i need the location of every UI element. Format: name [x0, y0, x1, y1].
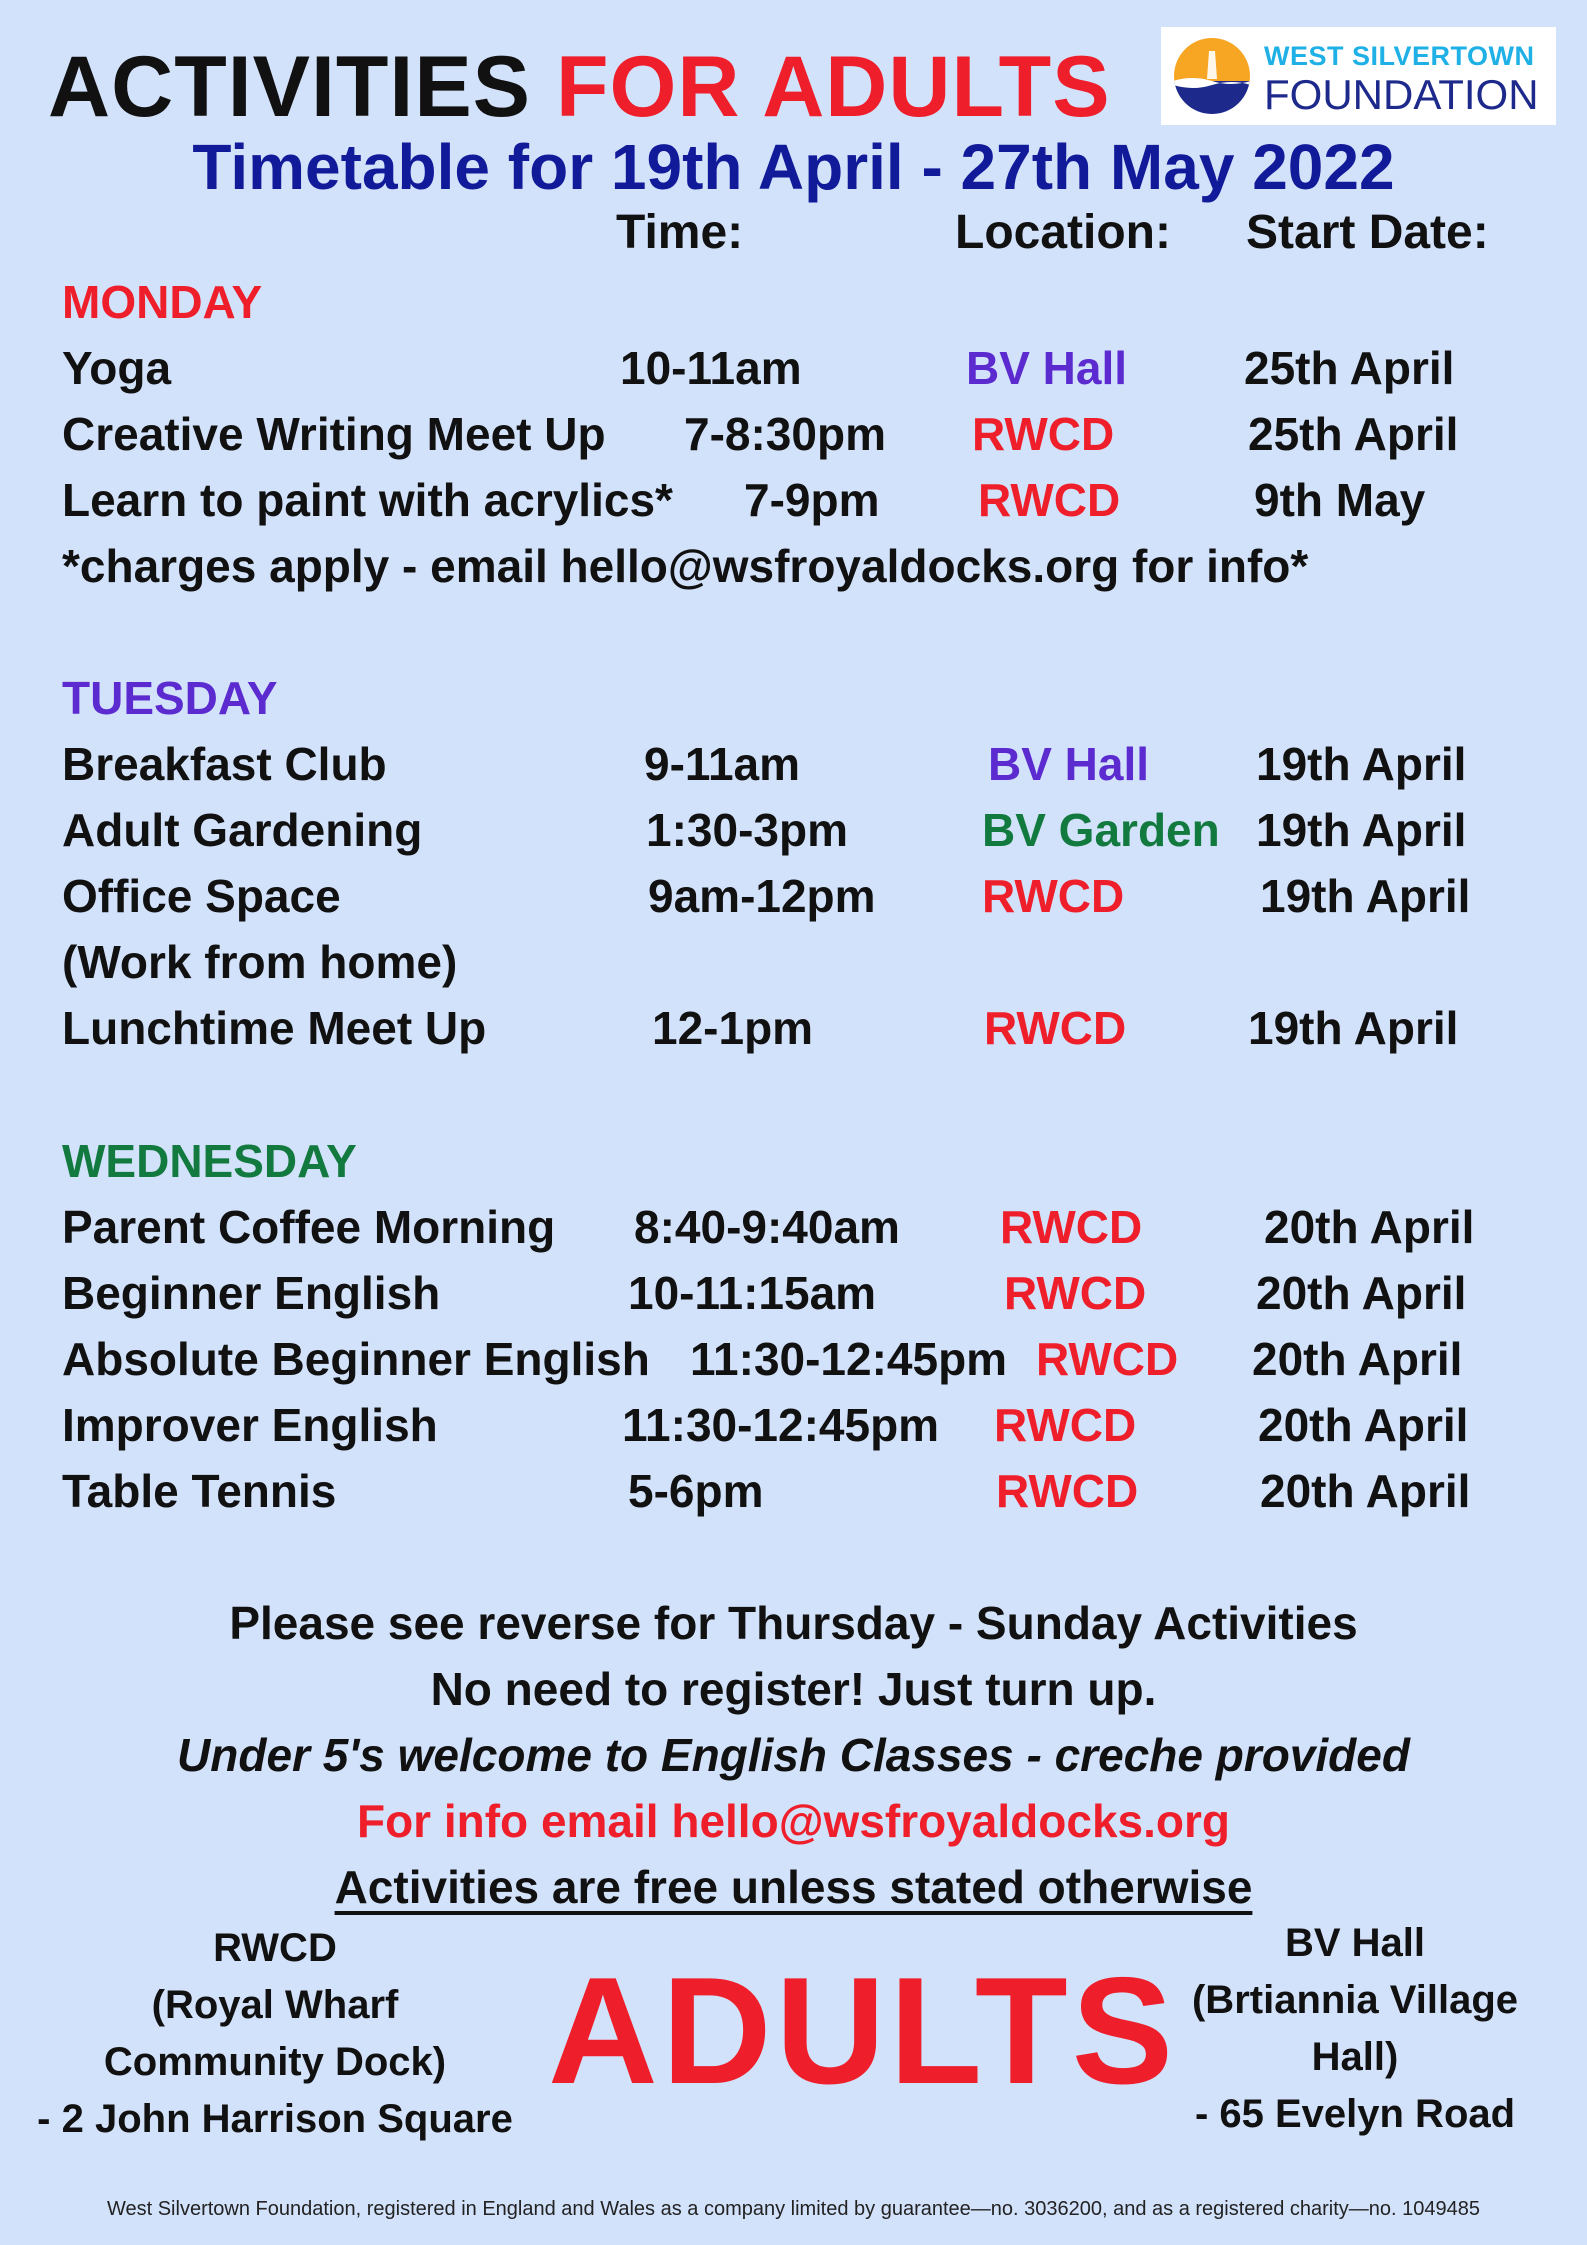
- venue-bv-hall-line-3: Hall): [1311, 2035, 1399, 2079]
- venue-bv-hall-line-1: BV Hall: [1284, 1921, 1426, 1965]
- wednesday-location-5: RWCD: [996, 1465, 1139, 1517]
- wednesday-location-3: RWCD: [1036, 1333, 1179, 1385]
- foundation-logo: [1161, 27, 1556, 125]
- day-heading-wednesday: WEDNESDAY: [62, 1135, 357, 1187]
- wednesday-time-1: 8:40-9:40am: [634, 1201, 900, 1253]
- register-note: No need to register! Just turn up.: [430, 1663, 1157, 1715]
- monday-charges-note: *charges apply - email hello@wsfroyaldocks.org for info*: [62, 540, 1309, 592]
- reverse-note: Please see reverse for Thursday - Sunday Activities: [229, 1597, 1358, 1649]
- wednesday-start-3: 20th April: [1252, 1333, 1463, 1385]
- foundation-logo-icon: [1173, 37, 1251, 115]
- monday-time-1: 10-11am: [620, 342, 802, 394]
- wednesday-activity-4: Improver English: [62, 1399, 438, 1451]
- venue-bv-hall-line-2: (Brtiannia Village: [1191, 1978, 1518, 2022]
- day-heading-monday: MONDAY: [62, 276, 263, 328]
- wednesday-time-4: 11:30-12:45pm: [622, 1399, 940, 1451]
- tuesday-location-1: BV Hall: [988, 738, 1150, 790]
- wednesday-location-2: RWCD: [1004, 1267, 1147, 1319]
- tuesday-activity-1: Breakfast Club: [62, 738, 387, 790]
- tuesday-activity-3: Office Space: [62, 870, 341, 922]
- free-activities-text: Activities are free unless stated otherwise: [334, 1861, 1253, 1913]
- logo-line-1: WEST SILVERTOWN: [1264, 41, 1535, 71]
- creche-note: Under 5's welcome to English Classes - creche provided: [177, 1729, 1410, 1781]
- wednesday-start-4: 20th April: [1258, 1399, 1469, 1451]
- wednesday-time-2: 10-11:15am: [628, 1267, 877, 1319]
- monday-start-1: 25th April: [1244, 342, 1455, 394]
- monday-time-2: 7-8:30pm: [684, 408, 886, 460]
- tuesday-start-2: 19th April: [1256, 804, 1467, 856]
- monday-location-1: BV Hall: [966, 342, 1128, 394]
- monday-time-3: 7-9pm: [744, 474, 880, 526]
- column-header-start-date: Start Date:: [1246, 206, 1489, 259]
- tuesday-time-1: 9-11am: [644, 738, 801, 790]
- monday-start-2: 25th April: [1248, 408, 1459, 460]
- wednesday-activity-3: Absolute Beginner English: [62, 1333, 650, 1385]
- monday-activity-2: Creative Writing Meet Up: [62, 408, 606, 460]
- tuesday-time-2: 1:30-3pm: [646, 804, 848, 856]
- venue-rwcd-line-1: RWCD: [213, 1926, 337, 1970]
- wednesday-activity-1: Parent Coffee Morning: [62, 1201, 556, 1253]
- wednesday-start-1: 20th April: [1264, 1201, 1475, 1253]
- free-activities-note: [0, 1860, 1587, 1914]
- monday-start-3: 9th May: [1254, 474, 1426, 526]
- wednesday-start-5: 20th April: [1260, 1465, 1471, 1517]
- monday-activity-1: Yoga: [62, 342, 172, 394]
- venue-rwcd: [20, 1920, 530, 2148]
- monday-location-2: RWCD: [972, 408, 1115, 460]
- page-title: [48, 38, 1111, 137]
- venue-rwcd-line-2: (Royal Wharf: [151, 1983, 399, 2027]
- venue-rwcd-line-3: Community Dock): [103, 2040, 447, 2084]
- wednesday-location-4: RWCD: [994, 1399, 1137, 1451]
- wednesday-start-2: 20th April: [1256, 1267, 1467, 1319]
- day-heading-tuesday: TUESDAY: [62, 672, 278, 724]
- tuesday-activity-2: Adult Gardening: [62, 804, 423, 856]
- tuesday-location-2: BV Garden: [982, 804, 1220, 856]
- timetable-subtitle: Timetable for 19th April - 27th May 2022: [192, 131, 1395, 203]
- column-header-time: Time:: [616, 206, 744, 259]
- tuesday-start-1: 19th April: [1256, 738, 1467, 790]
- tuesday-start-4: 19th April: [1248, 1002, 1459, 1054]
- tuesday-start-3: 19th April: [1260, 870, 1471, 922]
- info-email: For info email hello@wsfroyaldocks.org: [356, 1795, 1230, 1847]
- column-header-location: Location:: [955, 206, 1171, 259]
- wednesday-activity-2: Beginner English: [62, 1267, 441, 1319]
- wednesday-location-1: RWCD: [1000, 1201, 1143, 1253]
- monday-location-3: RWCD: [978, 474, 1121, 526]
- monday-activity-3: Learn to paint with acrylics*: [62, 474, 673, 526]
- wednesday-time-3: 11:30-12:45pm: [690, 1333, 1008, 1385]
- logo-line-2: FOUNDATION: [1264, 71, 1539, 118]
- tuesday-location-4: RWCD: [984, 1002, 1127, 1054]
- venue-rwcd-line-4: - 2 John Harrison Square: [37, 2097, 513, 2141]
- title-part-2: FOR ADULTS: [555, 39, 1111, 135]
- venue-bv-hall-line-4: - 65 Evelyn Road: [1194, 2092, 1516, 2136]
- tuesday-location-3: RWCD: [982, 870, 1125, 922]
- tuesday-office-note: (Work from home): [62, 936, 458, 988]
- tuesday-time-3: 9am-12pm: [648, 870, 876, 922]
- tuesday-time-4: 12-1pm: [652, 1002, 814, 1054]
- venue-bv-hall: [1150, 1915, 1560, 2143]
- charity-footer: West Silvertown Foundation, registered in England and Wales as a company limited by guarantee—no. 3036200, and as a registered charity—no. 1049485: [106, 2198, 1481, 2220]
- wednesday-time-5: 5-6pm: [628, 1465, 764, 1517]
- adults-banner: ADULTS: [548, 1946, 1178, 2116]
- wednesday-activity-5: Table Tennis: [62, 1465, 337, 1517]
- title-part-1: ACTIVITIES: [48, 39, 532, 135]
- tuesday-activity-4: Lunchtime Meet Up: [62, 1002, 487, 1054]
